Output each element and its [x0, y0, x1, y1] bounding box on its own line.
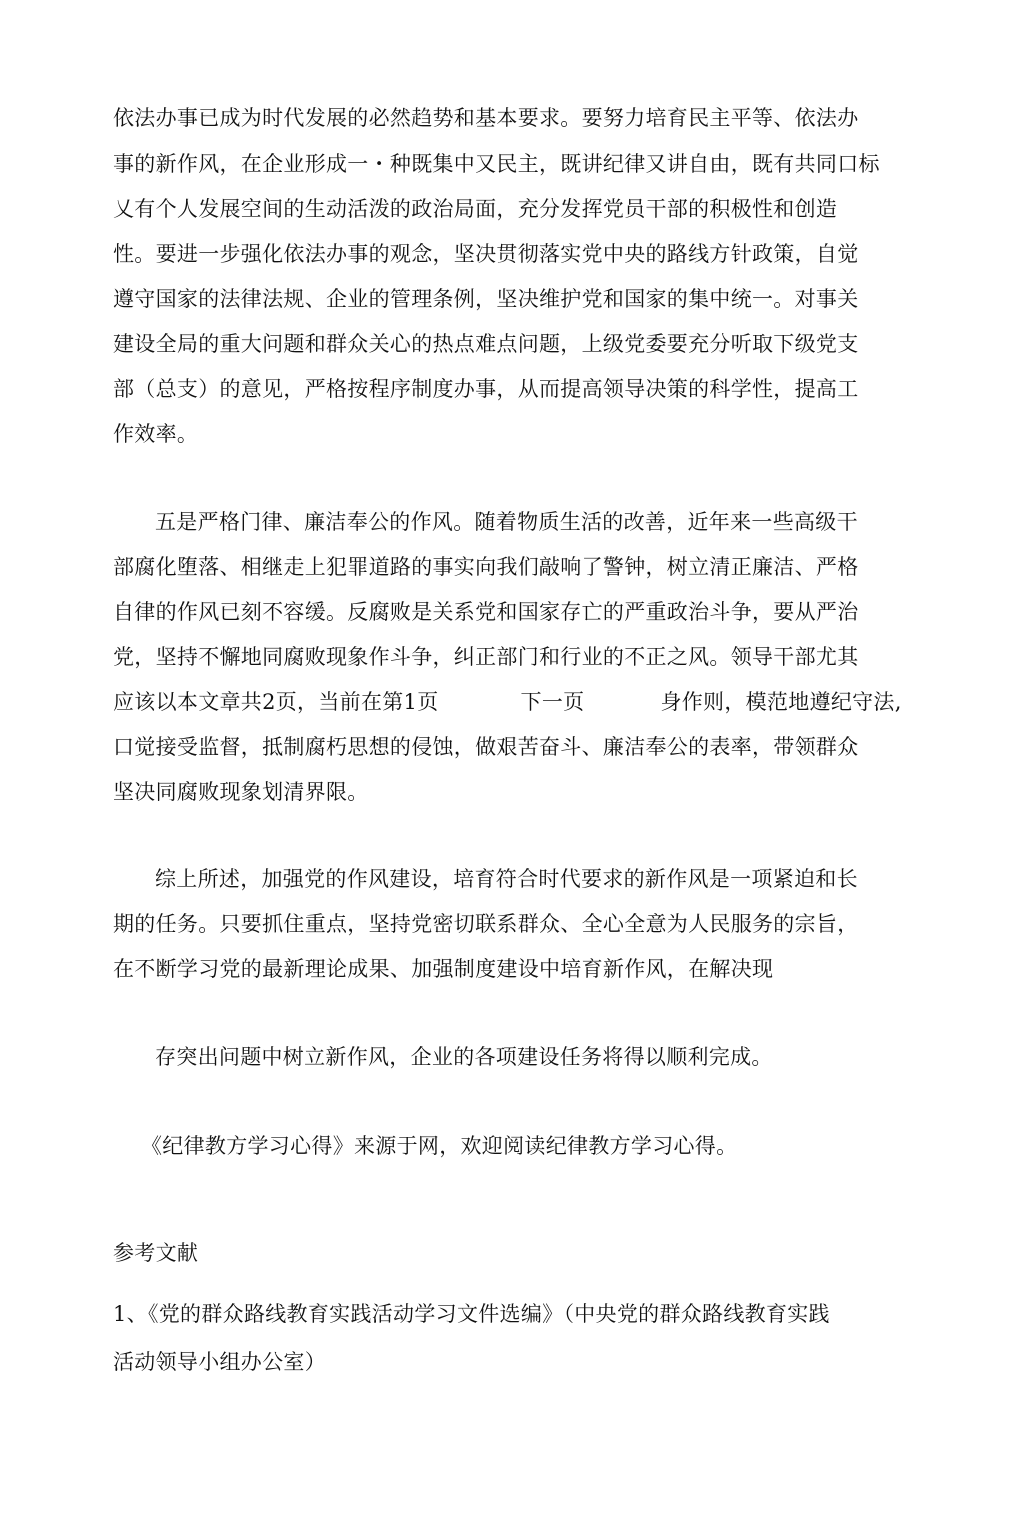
paragraph-2-line-7: 坚决同腐败现象划清界限。: [113, 780, 369, 804]
paragraph-2-line-2: 部腐化堕落、相继走上犯罪道路的事实向我们敲响了警钟，树立清正廉洁、严格: [113, 555, 859, 579]
paragraph-4: 存突出问题中树立新作风，企业的各项建设任务将得以顺利完成。: [155, 1045, 773, 1069]
paragraph-1-line-6: 建设全局的重大问题和群众关心的热点难点问题，上级党委要充分听取下级党支: [113, 332, 859, 356]
paragraph-2-line-1: 五是严格门律、廉洁奉公的作风。随着物质生活的改善，近年来一些高级干: [155, 510, 858, 534]
paragraph-1-line-1: 依法办事已成为时代发展的必然趋势和基本要求。要努力培育民主平等、依法办: [113, 106, 859, 130]
paragraph-1-line-4: 性。要进一步强化依法办事的观念，坚决贯彻落实党中央的路线方针政策，自觉: [113, 242, 859, 266]
reference-item-1-line-1: 1、《党的群众路线教育实践活动学习文件选编》（中央党的群众路线教育实践: [113, 1302, 830, 1326]
paragraph-1-line-8: 作效率。: [113, 422, 199, 446]
reference-item-1-line-2: 活动领导小组办公室）: [113, 1350, 326, 1374]
paragraph-2-line-3: 自律的作风已刻不容缓。反腐败是关系党和国家存亡的严重政治斗争，要从严治: [113, 600, 859, 624]
paragraph-1-line-3: 乂有个人发展空间的生动活泼的政治局面，充分发挥党员干部的积极性和创造: [113, 197, 838, 221]
paragraph-2-line-6: 口觉接受监督，抵制腐朽思想的侵蚀，做艰苦奋斗、廉洁奉公的表率，带领群众: [113, 735, 859, 759]
references-heading: 参考文献: [113, 1241, 199, 1265]
next-page-link[interactable]: 下一页: [520, 690, 585, 714]
paragraph-1-line-2: 事的新作风，在企业形成一・种既集中又民主，既讲纪律又讲自由，既有共同口标: [113, 152, 880, 176]
paragraph-3-line-1: 综上所述，加强党的作风建设，培育符合时代要求的新作风是一项紧迫和长: [155, 867, 858, 891]
source-note: 《纪律教方学习心得》来源于网，欢迎阅读纪律教方学习心得。: [141, 1134, 738, 1158]
paragraph-3-line-2: 期的任务。只要抓住重点，坚持党密切联系群众、全心全意为人民服务的宗旨，: [113, 912, 859, 936]
paragraph-2-pagination-line: [113, 687, 902, 717]
pagination-continuation-text: 身作则，模范地遵纪守法,: [660, 690, 902, 714]
pagination-text: 应该以本文章共2页，当前在第1页: [113, 690, 439, 714]
paragraph-3-line-3: 在不断学习党的最新理论成果、加强制度建设中培育新作风，在解决现: [113, 957, 774, 981]
paragraph-1-line-5: 遵守国家的法律法规、企业的管理条例，坚决维护党和国家的集中统一。对事关: [113, 287, 859, 311]
paragraph-1-line-7: 部（总支）的意见，严格按程序制度办事，从而提高领导决策的科学性，提高工: [113, 377, 859, 401]
paragraph-2-line-4: 党，坚持不懈地同腐败现象作斗争，纠正部门和行业的不正之风。领导干部尤其: [113, 645, 859, 669]
